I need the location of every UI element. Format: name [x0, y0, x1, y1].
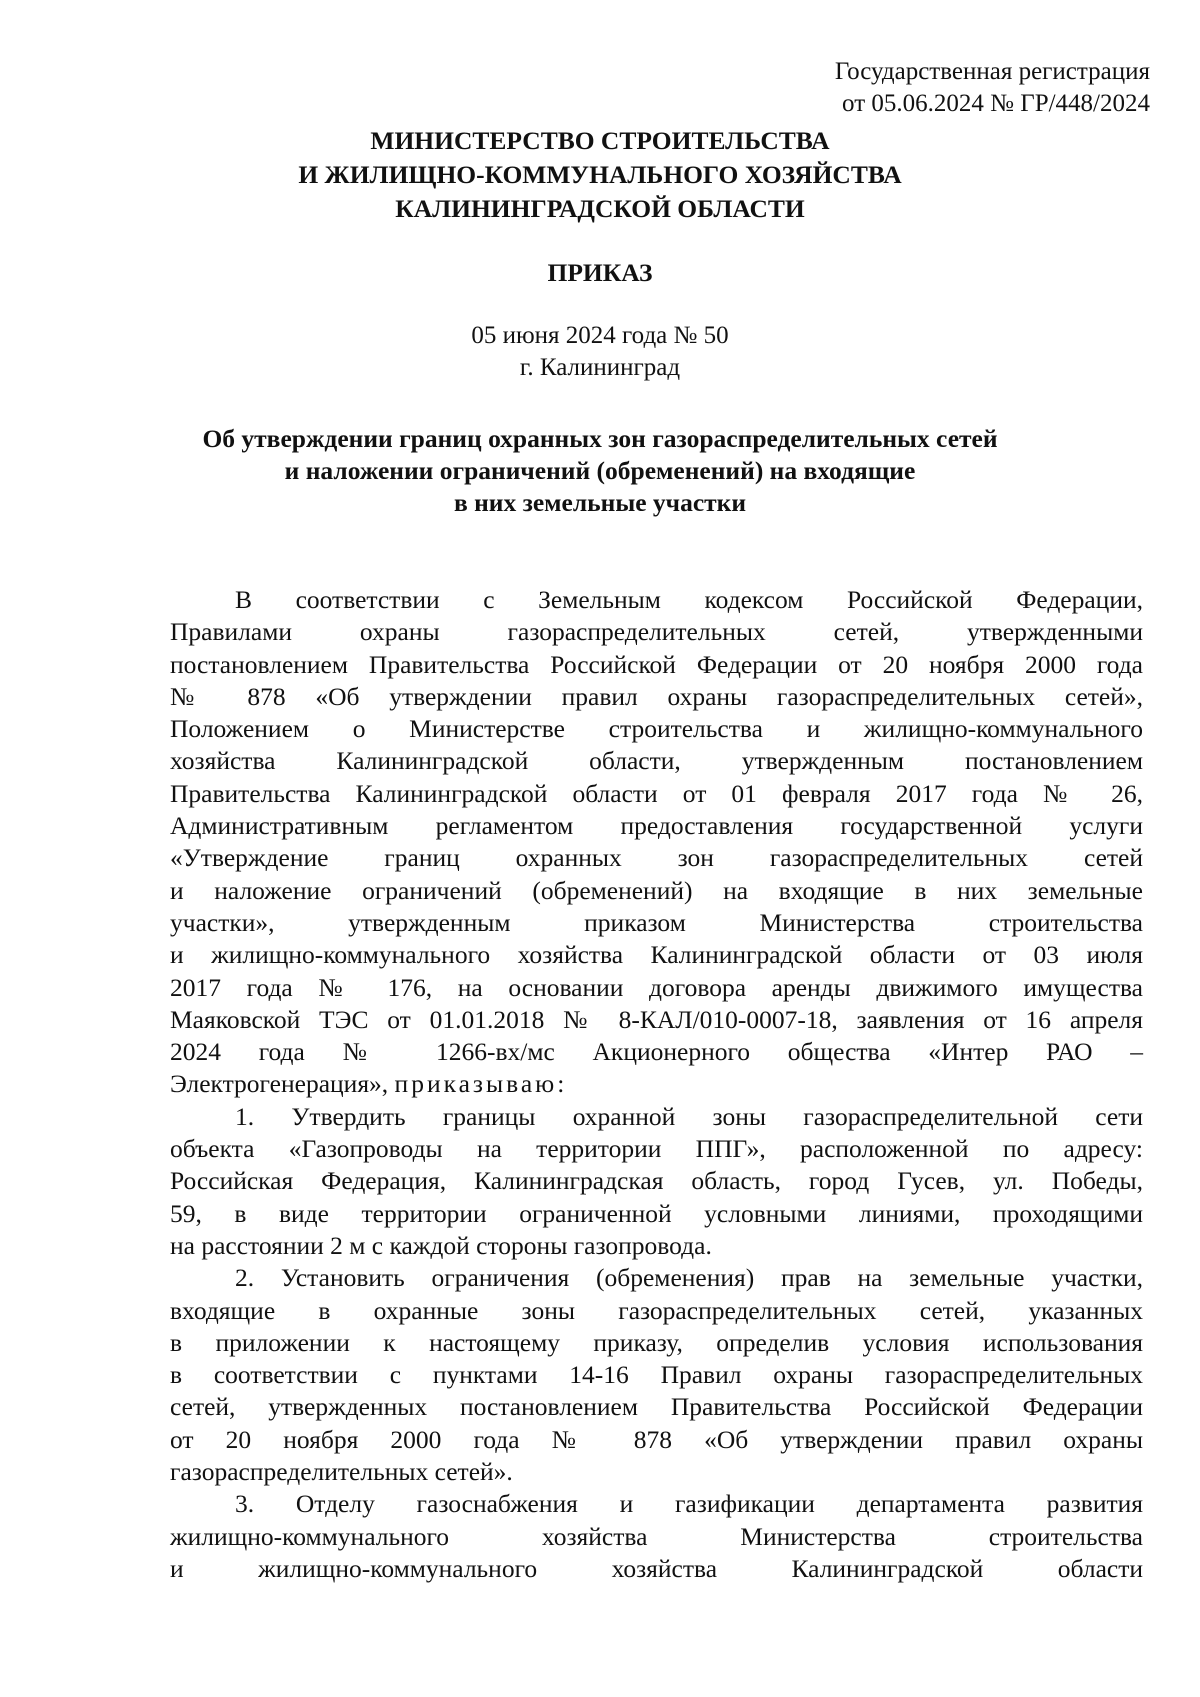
order-body	[170, 584, 1143, 1585]
preamble-line: и наложение ограничений (обременений) на входящие в них земельные	[170, 875, 1143, 905]
ministry-header	[0, 124, 1200, 226]
ministry-line-2: И ЖИЛИЩНО-КОММУНАЛЬНОГО ХОЗЯЙСТВА	[298, 160, 902, 189]
preamble-line: 2017 года № 176, на основании договора аренды движимого имущества	[170, 972, 1143, 1002]
preamble-line: 2024 года № 1266-вх/мс Акционерного общества «Интер РАО –	[170, 1037, 1143, 1067]
order-date-number: 05 июня 2024 года № 50	[471, 322, 729, 349]
preamble-line: «Утверждение границ охранных зон газораспределительных сетей	[170, 843, 1143, 873]
preamble-line: Положением о Министерстве строительства и жилищно-коммунального	[170, 714, 1143, 744]
item1-line: на расстоянии 2 м с каждой стороны газопровода.	[170, 1230, 712, 1260]
registration-line-1: Государственная регистрация	[834, 58, 1150, 85]
preamble-line: Правительства Калининградской области от 01 февраля 2017 года № 26,	[170, 778, 1143, 808]
preamble-last-text: Электрогенерация»,	[170, 1069, 389, 1099]
registration-stamp	[835, 56, 1150, 120]
item1-line: Российская Федерация, Калининградская область, город Гусев, ул. Победы,	[170, 1166, 1143, 1196]
order-word: приказываю:	[394, 1069, 568, 1099]
preamble-line: и жилищно-коммунального хозяйства Калининградской области от 03 июля	[170, 940, 1143, 970]
item2-line: в приложении к настоящему приказу, определив условия использования	[170, 1327, 1143, 1357]
registration-line-2: от 05.06.2024 № ГР/448/2024	[842, 90, 1150, 117]
item1-line: 1. Утвердить границы охранной зоны газораспределительной сети	[235, 1101, 1143, 1131]
item1-line: 59, в виде территории ограниченной условными линиями, проходящими	[170, 1198, 1143, 1228]
item2-line: 2. Установить ограничения (обременения) прав на земельные участки,	[235, 1263, 1143, 1293]
item3-line: и жилищно-коммунального хозяйства Калининградской области	[170, 1553, 1143, 1583]
preamble-line: постановлением Правительства Российской Федерации от 20 ноября 2000 года	[170, 649, 1143, 679]
preamble-line: Правилами охраны газораспределительных сетей, утвержденными	[170, 617, 1143, 647]
preamble-line: В соответствии с Земельным кодексом Российской Федерации,	[235, 585, 1143, 614]
order-meta	[0, 320, 1200, 384]
ministry-line-3: КАЛИНИНГРАДСКОЙ ОБЛАСТИ	[395, 194, 805, 223]
order-title: ПРИКАЗ	[547, 258, 653, 287]
subject-line-3: в них земельные участки	[453, 488, 747, 517]
subject-line-1: Об утверждении границ охранных зон газораспределительных сетей	[202, 424, 998, 453]
item2-line: сетей, утвержденных постановлением Правительства Российской Федерации	[170, 1392, 1143, 1422]
order-subject	[0, 423, 1200, 519]
item2-line: от 20 ноября 2000 года № 878 «Об утверждении правил охраны	[170, 1424, 1143, 1454]
item2-line: газораспределительных сетей».	[170, 1457, 513, 1487]
item2-line: входящие в охранные зоны газораспределительных сетей, указанных	[170, 1295, 1143, 1325]
order-city: г. Калининград	[519, 354, 681, 381]
item2-line: в соответствии с пунктами 14-16 Правил охраны газораспределительных	[170, 1360, 1143, 1390]
preamble-line: № 878 «Об утверждении правил охраны газораспределительных сетей»,	[170, 681, 1143, 711]
ministry-line-1: МИНИСТЕРСТВО СТРОИТЕЛЬСТВА	[370, 126, 830, 155]
preamble-line: хозяйства Калининградской области, утвержденным постановлением	[170, 746, 1143, 776]
item3-line: 3. Отделу газоснабжения и газификации департамента развития	[235, 1489, 1143, 1519]
item3-line: жилищно-коммунального хозяйства Министерства строительства	[170, 1521, 1143, 1551]
preamble-line: Маяковской ТЭС от 01.01.2018 № 8-КАЛ/010-0007-18, заявления от 16 апреля	[170, 1004, 1143, 1034]
preamble-last-line	[170, 1068, 1143, 1100]
preamble-line: Административным регламентом предоставления государственной услуги	[170, 811, 1143, 841]
subject-line-2: и наложении ограничений (обременений) на входящие	[284, 456, 916, 485]
item1-line: объекта «Газопроводы на территории ППГ», расположенной по адресу:	[170, 1134, 1143, 1164]
preamble-line: участки», утвержденным приказом Министерства строительства	[170, 907, 1143, 937]
